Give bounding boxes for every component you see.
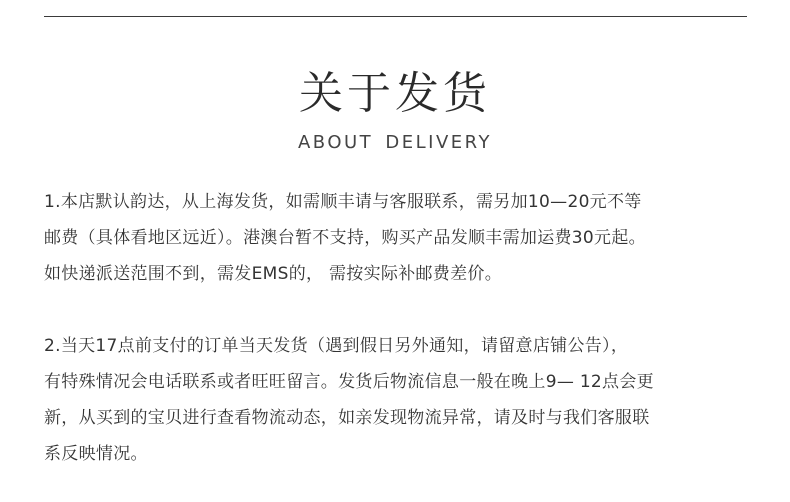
notice-line: 2.当天17点前支付的订单当天发货（遇到假日另外通知，请留意店铺公告）， [44,336,629,356]
delivery-notice-1 [44,184,754,292]
notice-line: 有特殊情况会电话联系或者旺旺留言。发货后物流信息一般在晚上9— 12点会更 [44,372,654,392]
notice-line: 1.本店默认韵达，从上海发货，如需顺丰请与客服联系，需另加10—20元不等 [44,192,642,212]
page-title: 关于发货 [299,68,491,119]
notice-line: 邮费（具体看地区远近）。港澳台暂不支持，购买产品发顺丰需加运费30元起。 [44,228,646,248]
top-divider [44,16,747,17]
delivery-notice-2 [44,328,754,472]
notice-line: 新，从买到的宝贝进行查看物流动态，如亲发现物流异常，请及时与我们客服联 [44,408,650,428]
notice-line: 如快递派送范围不到，需发EMS的， 需按实际补邮费差价。 [44,264,503,284]
notice-line: 系反映情况。 [44,444,148,464]
page-subtitle: ABOUT DELIVERY [297,132,492,153]
